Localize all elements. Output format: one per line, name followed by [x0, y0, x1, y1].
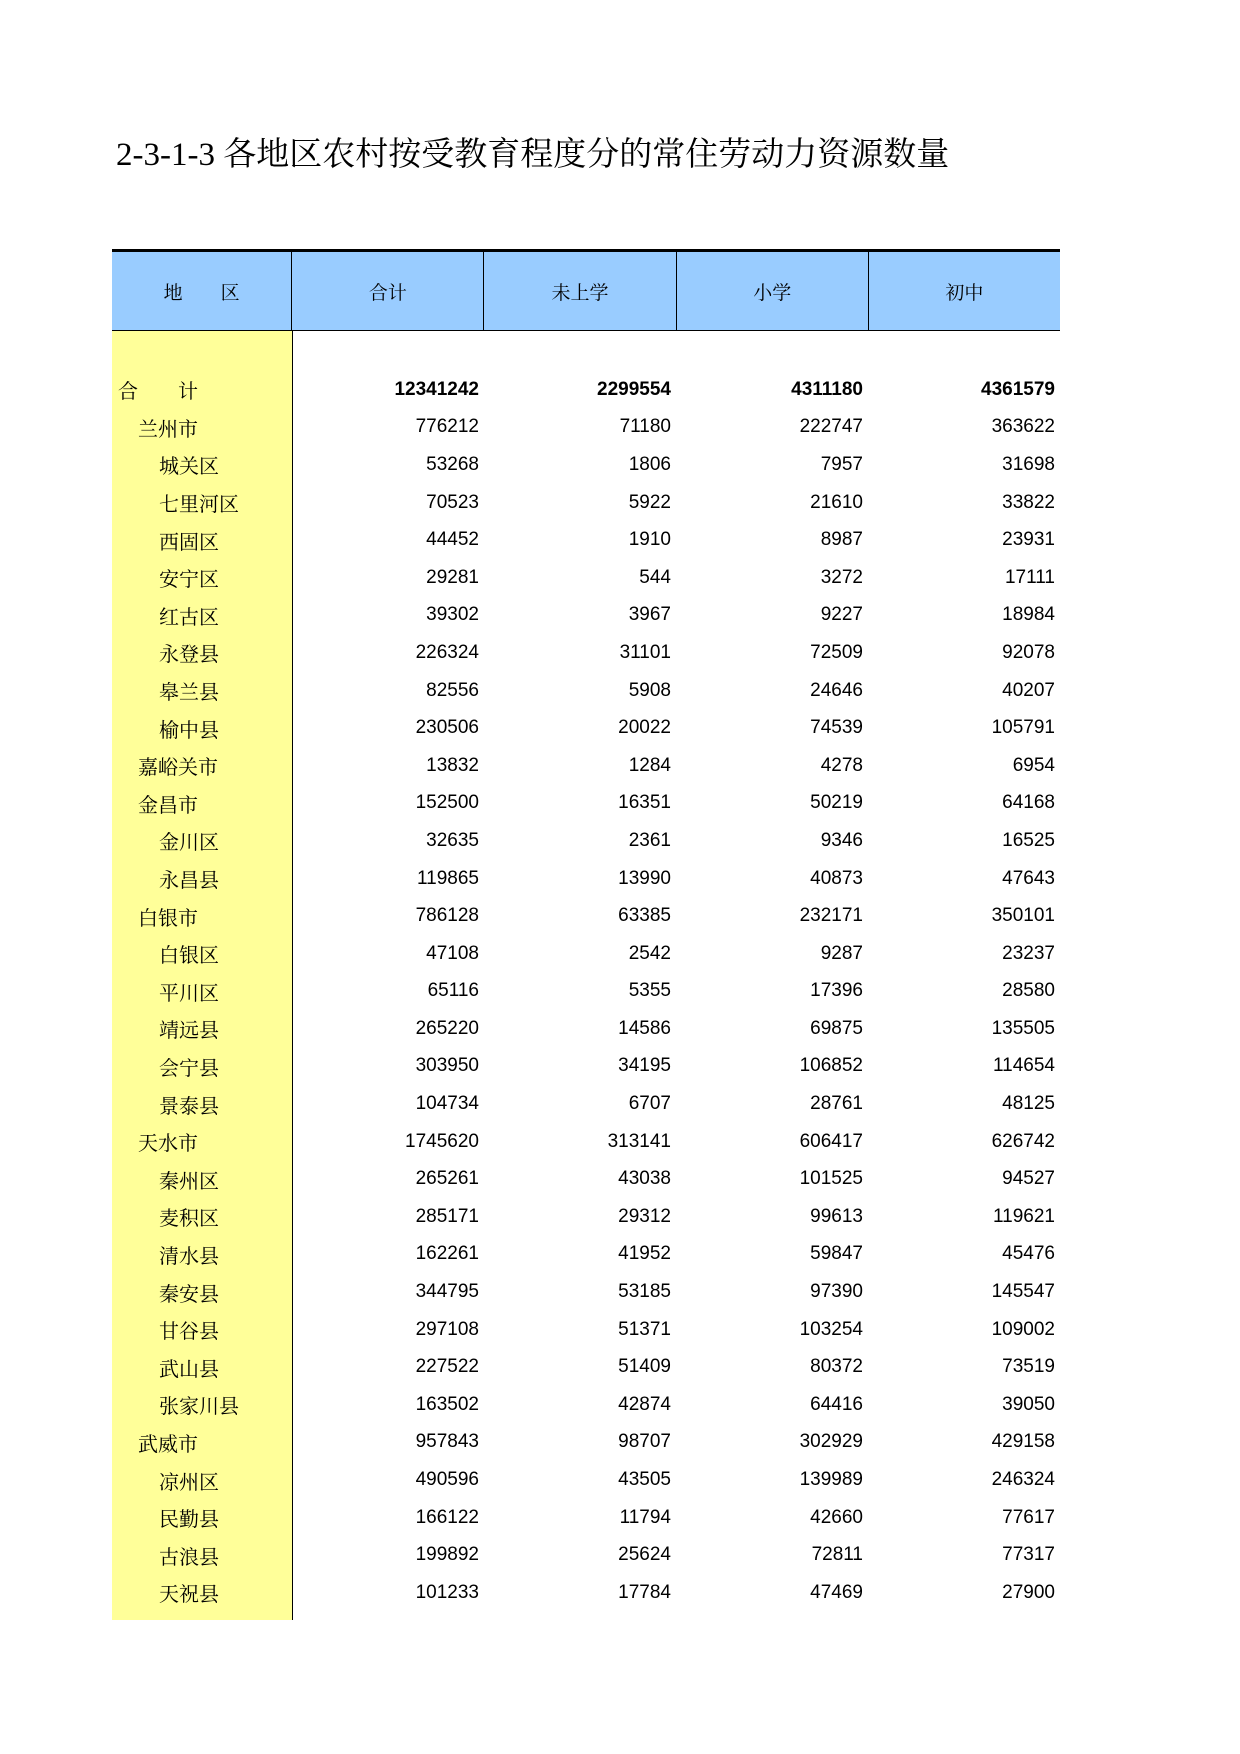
- primary-cell: 47469: [810, 1581, 863, 1603]
- region-name: 白银区: [159, 945, 219, 968]
- total-cell: 163502: [415, 1393, 479, 1415]
- junior-middle-cell: 429158: [991, 1431, 1055, 1453]
- primary-cell: 72811: [811, 1544, 863, 1566]
- region-name: 武山县: [159, 1358, 219, 1381]
- no-schooling-cell: 98707: [618, 1431, 671, 1453]
- junior-middle-cell: 105791: [991, 717, 1055, 739]
- total-cell: 13832: [426, 754, 479, 776]
- no-schooling-cell: 16351: [618, 792, 671, 814]
- region-name: 平川区: [159, 982, 219, 1005]
- total-cell: 490596: [415, 1469, 479, 1491]
- no-schooling-cell: 63385: [618, 905, 671, 927]
- primary-cell: 42660: [810, 1506, 863, 1528]
- total-cell: 265261: [415, 1168, 479, 1190]
- total-cell: 65116: [427, 980, 479, 1002]
- total-cell: 32635: [426, 829, 479, 851]
- no-schooling-cell: 42874: [618, 1393, 671, 1415]
- region-name: 张家川县: [159, 1396, 239, 1419]
- table-row: [112, 1236, 1060, 1274]
- primary-cell: 21610: [810, 491, 863, 513]
- table-row: [112, 597, 1060, 635]
- total-cell: 39302: [426, 604, 479, 626]
- total-cell: 230506: [415, 717, 479, 739]
- region-name: 甘谷县: [159, 1321, 219, 1344]
- primary-cell: 9287: [820, 942, 863, 964]
- no-schooling-cell: 25624: [618, 1544, 671, 1566]
- table-row: [112, 897, 1060, 935]
- junior-middle-cell: 92078: [1002, 641, 1055, 663]
- table-row: [112, 973, 1060, 1011]
- total-cell: 344795: [415, 1281, 479, 1303]
- table-row: [112, 935, 1060, 973]
- no-schooling-cell: 13990: [618, 867, 671, 889]
- junior-middle-cell: 47643: [1002, 867, 1055, 889]
- table-row: [112, 371, 1060, 409]
- no-schooling-cell: 2361: [628, 829, 671, 851]
- no-schooling-cell: 34195: [618, 1055, 671, 1077]
- total-cell: 162261: [415, 1243, 479, 1265]
- table-row: [112, 747, 1060, 785]
- total-cell: 957843: [415, 1431, 479, 1453]
- total-cell: 776212: [415, 416, 479, 438]
- table-row: [112, 1386, 1060, 1424]
- total-cell: 70523: [426, 491, 479, 513]
- no-schooling-cell: 31101: [619, 641, 671, 663]
- region-name: 安宁区: [159, 569, 219, 592]
- no-schooling-cell: 51371: [618, 1318, 671, 1340]
- header-primary: 小学: [676, 252, 868, 330]
- primary-cell: 9346: [820, 829, 863, 851]
- no-schooling-cell: 43038: [618, 1168, 671, 1190]
- table-row: [112, 1311, 1060, 1349]
- total-cell: 285171: [415, 1205, 479, 1227]
- primary-cell: 106852: [799, 1055, 863, 1077]
- no-schooling-cell: 3967: [628, 604, 671, 626]
- junior-middle-cell: 94527: [1002, 1168, 1055, 1190]
- region-name: 嘉峪关市: [138, 757, 218, 780]
- region-name: 金昌市: [138, 794, 198, 817]
- no-schooling-cell: 1806: [628, 453, 671, 475]
- region-name: 红古区: [159, 606, 219, 629]
- region-name: 金川区: [159, 832, 219, 855]
- junior-middle-cell: 17111: [1004, 566, 1055, 588]
- table-row: [112, 709, 1060, 747]
- header-region: 地 区: [163, 282, 240, 304]
- primary-cell: 64416: [810, 1393, 863, 1415]
- table-row: [112, 1461, 1060, 1499]
- no-schooling-cell: 20022: [618, 717, 671, 739]
- total-cell: 53268: [426, 453, 479, 475]
- no-schooling-cell: 41952: [618, 1243, 671, 1265]
- no-schooling-cell: 29312: [618, 1205, 671, 1227]
- no-schooling-cell: 6707: [628, 1093, 671, 1115]
- junior-middle-cell: 246324: [991, 1469, 1055, 1491]
- table-row: [112, 860, 1060, 898]
- header-total: 合计: [291, 252, 483, 330]
- total-cell: 152500: [415, 792, 479, 814]
- junior-middle-cell: 350101: [991, 905, 1055, 927]
- region-name: 武威市: [138, 1433, 198, 1456]
- no-schooling-cell: 1284: [628, 754, 671, 776]
- no-schooling-cell: 1910: [628, 529, 671, 551]
- total-cell: 786128: [415, 905, 479, 927]
- total-cell: 47108: [426, 942, 479, 964]
- junior-middle-cell: 4361579: [981, 378, 1055, 400]
- primary-cell: 24646: [810, 679, 863, 701]
- primary-cell: 606417: [799, 1130, 863, 1152]
- region-name: 清水县: [159, 1245, 219, 1268]
- junior-middle-cell: 18984: [1002, 604, 1055, 626]
- primary-cell: 3272: [820, 566, 863, 588]
- region-name: 靖远县: [159, 1020, 219, 1043]
- no-schooling-cell: 2299554: [597, 378, 671, 400]
- no-schooling-cell: 17784: [618, 1581, 671, 1603]
- region-name: 合 计: [118, 381, 198, 404]
- junior-middle-cell: 626742: [991, 1130, 1055, 1152]
- junior-middle-cell: 145547: [991, 1281, 1055, 1303]
- no-schooling-cell: 5908: [628, 679, 671, 701]
- table-header: [112, 249, 1060, 331]
- table-row: [112, 446, 1060, 484]
- primary-cell: 17396: [810, 980, 863, 1002]
- primary-cell: 9227: [820, 604, 863, 626]
- no-schooling-cell: 313141: [607, 1130, 671, 1152]
- no-schooling-cell: 5355: [628, 980, 671, 1002]
- total-cell: 226324: [415, 641, 479, 663]
- no-schooling-cell: 51409: [618, 1356, 671, 1378]
- primary-cell: 69875: [810, 1017, 863, 1039]
- junior-middle-cell: 23237: [1002, 942, 1055, 964]
- primary-cell: 40873: [810, 867, 863, 889]
- junior-middle-cell: 45476: [1002, 1243, 1055, 1265]
- no-schooling-cell: 5922: [628, 491, 671, 513]
- primary-cell: 28761: [810, 1093, 863, 1115]
- region-name: 榆中县: [159, 719, 219, 742]
- table-row: [112, 409, 1060, 447]
- total-cell: 82556: [426, 679, 479, 701]
- junior-middle-cell: 109002: [991, 1318, 1055, 1340]
- data-table: [112, 249, 1060, 1620]
- primary-cell: 222747: [799, 416, 863, 438]
- table-row: [112, 1499, 1060, 1537]
- no-schooling-cell: 14586: [618, 1017, 671, 1039]
- junior-middle-cell: 31698: [1002, 453, 1055, 475]
- primary-cell: 4311180: [791, 378, 863, 400]
- primary-cell: 7957: [820, 453, 863, 475]
- total-cell: 227522: [415, 1356, 479, 1378]
- region-name: 凉州区: [159, 1471, 219, 1494]
- junior-middle-cell: 16525: [1002, 829, 1055, 851]
- table-row: [112, 1123, 1060, 1161]
- primary-cell: 139989: [799, 1469, 863, 1491]
- primary-cell: 232171: [799, 905, 863, 927]
- table-row: [112, 822, 1060, 860]
- table-row: [112, 1160, 1060, 1198]
- table-row: [112, 1424, 1060, 1462]
- table-row: [112, 672, 1060, 710]
- junior-middle-cell: 119621: [993, 1205, 1055, 1227]
- region-name: 白银市: [138, 907, 198, 930]
- total-cell: 1745620: [405, 1130, 479, 1152]
- total-cell: 199892: [415, 1544, 479, 1566]
- header-no-schooling: 未上学: [483, 252, 675, 330]
- region-name: 兰州市: [138, 418, 198, 441]
- region-name: 民勤县: [159, 1509, 219, 1532]
- primary-cell: 99613: [810, 1205, 863, 1227]
- region-name: 古浪县: [159, 1546, 219, 1569]
- page-title: 2-3-1-3 各地区农村按受教育程度分的常住劳动力资源数量: [116, 137, 950, 173]
- junior-middle-cell: 135505: [991, 1017, 1055, 1039]
- junior-middle-cell: 27900: [1002, 1581, 1055, 1603]
- table-row: [112, 1085, 1060, 1123]
- region-name: 西固区: [159, 531, 219, 554]
- primary-cell: 97390: [810, 1281, 863, 1303]
- junior-middle-cell: 77317: [1002, 1544, 1055, 1566]
- table-row: [112, 559, 1060, 597]
- region-name: 秦州区: [159, 1170, 219, 1193]
- no-schooling-cell: 11794: [619, 1506, 671, 1528]
- junior-middle-cell: 363622: [991, 416, 1055, 438]
- header-junior-middle: 初中: [868, 252, 1060, 330]
- table-row: [112, 1048, 1060, 1086]
- no-schooling-cell: 544: [639, 566, 671, 588]
- table-row: [112, 521, 1060, 559]
- table-row: [112, 1536, 1060, 1574]
- primary-cell: 80372: [810, 1356, 863, 1378]
- table-row: [112, 634, 1060, 672]
- region-name: 皋兰县: [159, 682, 219, 705]
- junior-middle-cell: 23931: [1002, 529, 1055, 551]
- region-name: 会宁县: [159, 1057, 219, 1080]
- primary-cell: 72509: [810, 641, 863, 663]
- junior-middle-cell: 114654: [993, 1055, 1055, 1077]
- junior-middle-cell: 6954: [1012, 754, 1055, 776]
- no-schooling-cell: 53185: [618, 1281, 671, 1303]
- table-row: [112, 785, 1060, 823]
- total-cell: 119865: [417, 867, 479, 889]
- primary-cell: 8987: [820, 529, 863, 551]
- junior-middle-cell: 64168: [1002, 792, 1055, 814]
- region-name: 七里河区: [159, 494, 239, 517]
- total-cell: 265220: [415, 1017, 479, 1039]
- table-row: [112, 1198, 1060, 1236]
- region-name: 天水市: [138, 1133, 198, 1156]
- total-cell: 12341242: [394, 378, 479, 400]
- junior-middle-cell: 77617: [1002, 1506, 1055, 1528]
- total-cell: 104734: [415, 1093, 479, 1115]
- primary-cell: 103254: [799, 1318, 863, 1340]
- junior-middle-cell: 28580: [1002, 980, 1055, 1002]
- table-row: [112, 1574, 1060, 1612]
- no-schooling-cell: 71180: [619, 416, 671, 438]
- total-cell: 44452: [426, 529, 479, 551]
- no-schooling-cell: 43505: [618, 1469, 671, 1491]
- junior-middle-cell: 73519: [1002, 1356, 1055, 1378]
- primary-cell: 50219: [810, 792, 863, 814]
- region-name: 天祝县: [159, 1584, 219, 1607]
- junior-middle-cell: 48125: [1002, 1093, 1055, 1115]
- total-cell: 297108: [415, 1318, 479, 1340]
- region-name: 永登县: [159, 644, 219, 667]
- junior-middle-cell: 39050: [1002, 1393, 1055, 1415]
- region-name: 城关区: [159, 456, 219, 479]
- primary-cell: 74539: [810, 717, 863, 739]
- primary-cell: 59847: [810, 1243, 863, 1265]
- primary-cell: 101525: [799, 1168, 863, 1190]
- table-row: [112, 1010, 1060, 1048]
- primary-cell: 4278: [820, 754, 863, 776]
- total-cell: 101233: [415, 1581, 479, 1603]
- region-name: 麦积区: [159, 1208, 219, 1231]
- total-cell: 303950: [415, 1055, 479, 1077]
- total-cell: 29281: [426, 566, 479, 588]
- region-name: 景泰县: [159, 1095, 219, 1118]
- region-name: 秦安县: [159, 1283, 219, 1306]
- total-cell: 166122: [415, 1506, 479, 1528]
- primary-cell: 302929: [799, 1431, 863, 1453]
- junior-middle-cell: 33822: [1002, 491, 1055, 513]
- junior-middle-cell: 40207: [1002, 679, 1055, 701]
- table-row: [112, 1348, 1060, 1386]
- no-schooling-cell: 2542: [628, 942, 671, 964]
- table-body: [112, 331, 1060, 1620]
- table-row: [112, 1273, 1060, 1311]
- region-name: 永昌县: [159, 870, 219, 893]
- table-row: [112, 484, 1060, 522]
